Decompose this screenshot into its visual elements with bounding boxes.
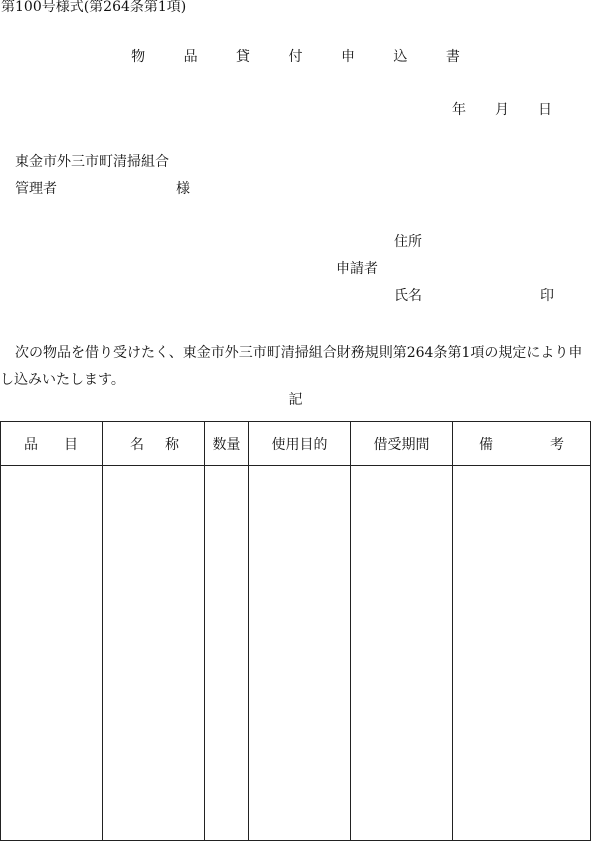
header-item-category (1, 422, 103, 466)
applicant-label: 申請者 (336, 261, 378, 277)
header-quantity: 数量 (205, 422, 249, 466)
request-body-text: 次の物品を借り受けたく、東金市外三市町清掃組合財務規則第264条第1項の規定により申し込みいたします。 (0, 345, 583, 388)
header-name-right-char: 称 (165, 436, 179, 453)
header-item-name (103, 422, 205, 466)
header-remarks-left-char: 備 (479, 436, 493, 453)
header-purpose: 使用目的 (249, 422, 351, 466)
header-remarks (453, 422, 591, 466)
date-month-label: 月 (495, 102, 509, 118)
date-day-label: 日 (538, 102, 552, 118)
addressee-honorific: 様 (176, 181, 190, 197)
header-item-left-char: 品 (24, 436, 38, 453)
document-title: 物 品 貸 付 申 込 書 (131, 49, 477, 65)
date-line (452, 103, 552, 117)
table-row (1, 466, 591, 841)
cell-item-category[interactable] (1, 466, 103, 841)
addressee-organization: 東金市外三市町清掃組合 (15, 154, 169, 170)
cell-remarks[interactable] (453, 466, 591, 841)
header-item-right-char: 目 (64, 436, 78, 453)
header-period: 借受期間 (351, 422, 453, 466)
table-header-row (1, 422, 591, 466)
cell-purpose[interactable] (249, 466, 351, 841)
ki-heading: 記 (288, 392, 303, 408)
addressee-title: 管理者 (15, 181, 57, 197)
header-name-left-char: 名 (130, 436, 144, 453)
items-table (0, 421, 591, 841)
form-number: 第100号様式(第264条第1項) (1, 0, 187, 15)
applicant-name-label: 氏名 (394, 288, 422, 304)
header-remarks-right-char: 考 (550, 436, 564, 453)
applicant-address-label: 住所 (394, 234, 422, 250)
cell-quantity[interactable] (205, 466, 249, 841)
cell-item-name[interactable] (103, 466, 205, 841)
cell-period[interactable] (351, 466, 453, 841)
seal-mark: 印 (540, 288, 554, 304)
date-year-label: 年 (452, 102, 466, 118)
